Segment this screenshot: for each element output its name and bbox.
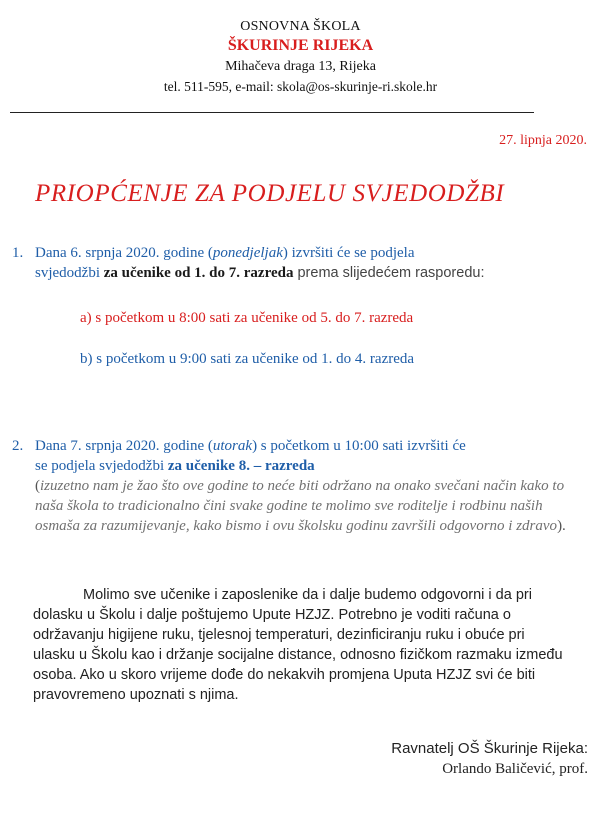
document-title: PRIOPĆENJE ZA PODJELU SVJEDODŽBI (35, 180, 505, 207)
item-2-part1: Dana 7. srpnja 2020. godine ( (35, 438, 213, 454)
item-2-part3: ) s početkom u 10:00 sati izvršiti će (252, 438, 466, 454)
item-1-part6: prema slijedećem rasporedu: (293, 265, 485, 281)
item-1-part3: ) izvršiti će se podjela (282, 245, 415, 261)
item-2-close-paren: ). (557, 518, 566, 534)
document-date: 27. lipnja 2020. (499, 133, 587, 148)
school-address: Mihačeva draga 13, Rijeka (225, 59, 376, 74)
item-1-grades: za učenike od 1. do 7. razreda (103, 265, 294, 281)
item-1-weekday: ponedjeljak (212, 245, 283, 261)
item-2-text (35, 436, 591, 536)
item-1-part1: Dana 6. srpnja 2020. godine ( (35, 245, 213, 261)
item-2-note: izuzetno nam je žao što ove godine to neće biti održano na onako svečani način kako to naša škola to tradicionalno čini svake godine te molimo sve roditelje i rodbinu naših osmaša za razumijevanje, kako bismo i ovu školsku godinu završili odgovorno i zdravo (35, 478, 565, 534)
item-1-sub-b: b) s početkom u 9:00 sati za učenike od 1. do 4. razreda (80, 351, 415, 367)
item-1-sub-a: a) s početkom u 8:00 sati za učenike od 5. do 7. razreda (80, 310, 414, 326)
item-2-number: 2. (12, 438, 24, 454)
signature-name: Orlando Baličević, prof. (442, 761, 588, 777)
school-name-label: ŠKURINJE RIJEKA (227, 37, 374, 54)
item-1-text (35, 243, 585, 283)
item-2-grades: za učenike 8. – razreda (167, 458, 315, 474)
main-notice-paragraph: Molimo sve učenike i zaposlenike da i dalje budemo odgovorni i da pri dolasku u Školu i dalje poštujemo Upute HZJZ. Potrebno je voditi računa o održavanju higijene ruku, tjelesnoj temperaturi, dezinficiranju ruku i obuće pri ulasku u Školu kao i držanje socijalne distance, odnosno fizičkom razmaku između osoba. Ako u skoro vrijeme dođe do nekakvih promjena Uputa HZJZ svi će biti pravovremeno upoznati s njima. (33, 587, 563, 703)
signature-role: Ravnatelj OŠ Škurinje Rijeka: (391, 740, 588, 757)
school-type-label: OSNOVNA ŠKOLA (240, 19, 361, 34)
item-2-open-paren: ( (35, 478, 40, 494)
item-1-number: 1. (12, 245, 24, 261)
item-2-part4: se podjela svjedodžbi (35, 458, 168, 474)
item-1-part4: svjedodžbi (35, 265, 104, 281)
header-divider (10, 112, 534, 113)
school-contact: tel. 511-595, e-mail: skola@os-skurinje-ri.skole.hr (163, 79, 438, 94)
item-2-weekday: utorak (212, 438, 253, 454)
